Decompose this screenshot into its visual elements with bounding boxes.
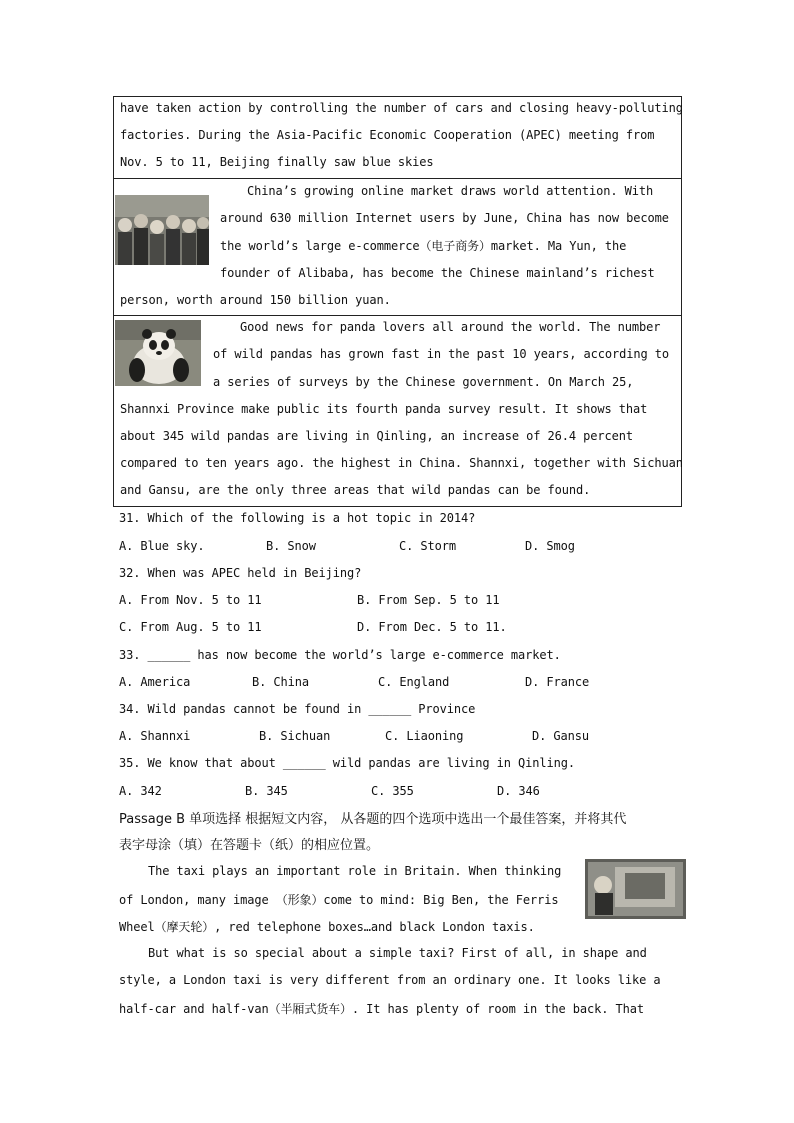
option: C. Liaoning — [385, 729, 464, 743]
crowd-photo — [115, 195, 209, 265]
option: C. From Aug. 5 to 11 — [119, 620, 262, 634]
news-line: and Gansu, are the only three areas that wild pandas can be found. — [120, 483, 591, 497]
news-block-apec — [114, 97, 681, 179]
paragraph-line: Wheel（摩天轮）, red telephone boxes…and black London taxis. — [119, 920, 535, 934]
question-stem: 34. Wild pandas cannot be found in ______ Province — [119, 702, 476, 716]
option: B. Sichuan — [259, 729, 331, 743]
option: D. From Dec. 5 to 11. — [357, 620, 507, 634]
news-line: about 345 wild pandas are living in Qinling, an increase of 26.4 percent — [120, 429, 633, 443]
option: A. 342 — [119, 784, 162, 798]
option: C. England — [378, 675, 450, 689]
news-line: compared to ten years ago. the highest in China. Shannxi, together with Sichuan — [120, 456, 683, 470]
news-line: Shannxi Province make public its fourth panda survey result. It shows that — [120, 402, 648, 416]
option: D. Gansu — [532, 729, 589, 743]
paragraph-line: half-car and half-van（半厢式货车）. It has plenty of room in the back. That — [119, 1002, 645, 1016]
news-line: factories. During the Asia-Pacific Economic Cooperation (APEC) meeting from — [120, 128, 655, 142]
option: B. Snow — [266, 539, 316, 553]
london-taxi-photo — [585, 859, 686, 919]
option: D. France — [525, 675, 590, 689]
news-line: Good news for panda lovers all around the world. The number — [240, 320, 661, 334]
paragraph-line: style, a London taxi is very different from an ordinary one. It looks like a — [119, 973, 661, 987]
option: A. From Nov. 5 to 11 — [119, 593, 262, 607]
paragraph-line: But what is so special about a simple taxi? First of all, in shape and — [148, 946, 647, 960]
option: D. Smog — [525, 539, 575, 553]
passage-b-instruction: Passage B 单项选择 根据短文内容， 从各题的四个选项中选出一个最佳答案，并将其代 — [119, 812, 627, 827]
option: B. 345 — [245, 784, 288, 798]
question-stem: 35. We know that about ______ wild pandas are living in Qinling. — [119, 756, 575, 770]
option: A. America — [119, 675, 191, 689]
option: C. Storm — [399, 539, 456, 553]
news-block-panda — [114, 316, 681, 506]
paragraph-line: The taxi plays an important role in Britain. When thinking — [148, 864, 562, 878]
paragraph-line: of London, many image （形象）come to mind: Big Ben, the Ferris — [119, 893, 559, 907]
question-stem: 32. When was APEC held in Beijing? — [119, 566, 362, 580]
news-line: person, worth around 150 billion yuan. — [120, 293, 391, 307]
passage-b-instruction: 表字母涂（填）在答题卡（纸）的相应位置。 — [119, 838, 380, 853]
option: B. From Sep. 5 to 11 — [357, 593, 500, 607]
option: A. Blue sky. — [119, 539, 205, 553]
option: A. Shannxi — [119, 729, 191, 743]
news-line: China’s growing online market draws world attention. With — [247, 184, 654, 198]
question-stem: 33. ______ has now become the world’s large e-commerce market. — [119, 648, 561, 662]
option: C. 355 — [371, 784, 414, 798]
option: D. 346 — [497, 784, 540, 798]
news-line: have taken action by controlling the number of cars and closing heavy-polluting — [120, 101, 683, 115]
panda-photo — [115, 320, 201, 386]
news-line: Nov. 5 to 11, Beijing finally saw blue skies — [120, 155, 434, 169]
news-table — [113, 96, 682, 507]
option: B. China — [252, 675, 309, 689]
news-line: of wild pandas has grown fast in the past 10 years, according to — [213, 347, 669, 361]
news-line: founder of Alibaba, has become the Chinese mainland’s richest — [220, 266, 655, 280]
news-line: the world’s large e-commerce（电子商务）market. Ma Yun, the — [220, 239, 627, 253]
question-stem: 31. Which of the following is a hot topic in 2014? — [119, 511, 476, 525]
news-block-ecommerce — [114, 179, 681, 316]
news-line: around 630 million Internet users by June, China has now become — [220, 211, 669, 225]
news-line: a series of surveys by the Chinese government. On March 25, — [213, 375, 634, 389]
